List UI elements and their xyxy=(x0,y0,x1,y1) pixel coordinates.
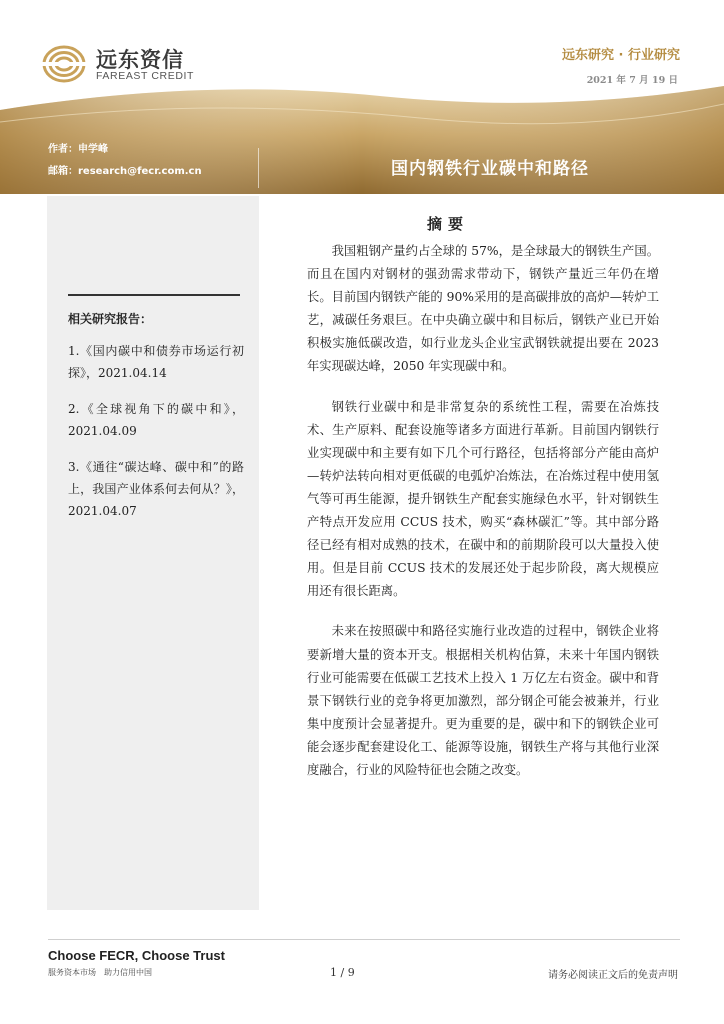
banner-divider xyxy=(258,148,259,188)
sidebar-panel xyxy=(47,196,259,910)
report-series: 远东研究 · 行业研究 xyxy=(562,48,680,63)
abstract-heading: 摘要 xyxy=(427,215,470,233)
report-date: 2021 年 7 月 19 日 xyxy=(586,75,678,86)
logo-wordmark-en: FAREAST CREDIT xyxy=(96,70,195,82)
abstract-body xyxy=(307,240,659,799)
abstract-paragraph: 未来在按照碳中和路径实施行业改造的过程中，钢铁企业将要新增大量的资本开支。根据相关机构估算，未来十年国内钢铁行业可能需要在低碳工艺技术上投入 1 万亿左右资金。碳中和背景下钢铁行业的竞争将更加激烈，部分钢企可能会被兼并，行业集中度预计会显著提升。更为重要的是，碳中和下的钢铁企业可能会逐步配套建设化工、能源等设施，钢铁生产将与其他行业深度融合，行业的风险特征也会随之改变。 xyxy=(307,624,659,777)
footer-divider xyxy=(48,939,680,940)
sidebar-rule xyxy=(68,294,240,296)
footer-slogan-cn: 服务资本市场 助力信用中国 xyxy=(48,968,152,977)
author: 作者：申学峰 xyxy=(48,144,108,155)
related-reports-heading: 相关研究报告： xyxy=(68,312,153,326)
footer-slogan: Choose FECR, Choose Trust xyxy=(48,948,225,963)
disclaimer-note: 请务必阅读正文后的免责声明 xyxy=(548,970,678,981)
author-email[interactable]: 邮箱：research@fecr.com.cn xyxy=(48,166,202,177)
page-title: 国内钢铁行业碳中和路径 xyxy=(391,159,589,179)
abstract-paragraph: 钢铁行业碳中和是非常复杂的系统性工程，需要在冶炼技术、生产原料、配套设施等诸多方面进行革新。目前国内钢铁行业实现碳中和主要有如下几个可行路径，包括将部分产能由高炉—转炉法转向相对更低碳的电弧炉冶炼法，在冶炼过程中使用氢气等可再生能源，提升钢铁生产配套实施绿色水平，针对钢铁生产特点开发应用 CCUS 技术，购买“森林碳汇”等。其中部分路径已经有相对成熟的技术，在碳中和的前期阶段可以大量投入使用。但是目前 CCUS 技术的发展还处于起步阶段，离大规模应用还有很长距离。 xyxy=(307,399,659,599)
related-report-item[interactable]: 3.《通往“碳达峰、碳中和”的路上，我国产业体系何去何从？》，2021.04.07 xyxy=(68,460,244,518)
fareast-credit-logo-icon xyxy=(42,44,86,84)
page-number: 1 / 9 xyxy=(330,966,355,979)
related-report-item[interactable]: 1.《国内碳中和债券市场运行初探》，2021.04.14 xyxy=(68,344,244,380)
abstract-paragraph: 我国粗钢产量约占全球的 57%，是全球最大的钢铁生产国。而且在国内对钢材的强劲需求带动下，钢铁产量近三年仍在增长。目前国内钢铁产能的 90%采用的是高碳排放的高炉—转炉工艺，减碳任务艰巨。在中央确立碳中和目标后，钢铁产业已开始积极实施低碳改造，如行业龙头企业宝武钢铁就提出要在 2023 年实现碳达峰，2050 年实现碳中和。 xyxy=(307,244,659,374)
related-report-item[interactable]: 2.《全球视角下的碳中和》，2021.04.09 xyxy=(68,402,244,438)
logo-wordmark-cn: 远东资信 xyxy=(96,48,184,72)
related-reports-list xyxy=(68,340,244,536)
